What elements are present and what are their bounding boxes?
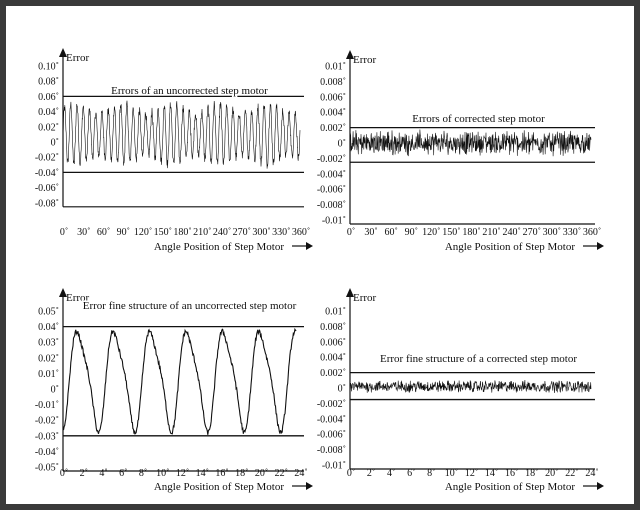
y-tick-label: -0.06˚ — [34, 183, 59, 195]
x-tick-label: 120˚ — [422, 227, 441, 238]
y-axis-label: Error — [66, 52, 90, 64]
y-tick-label: 0.04˚ — [38, 107, 59, 119]
y-tick-label: 0.02˚ — [38, 353, 59, 365]
arrow-right-icon — [597, 242, 604, 250]
x-tick-label: 6˚ — [407, 468, 416, 479]
chart-title: Errors of corrected step motor — [412, 113, 545, 125]
y-tick-label: 0.006˚ — [320, 337, 346, 349]
x-tick-label: 120˚ — [133, 227, 153, 238]
x-tick-label: 16˚ — [215, 468, 229, 479]
y-tick-label: -0.03˚ — [34, 431, 59, 443]
x-tick-label: 270˚ — [232, 227, 251, 238]
y-tick-label: -0.01˚ — [321, 215, 346, 227]
x-tick-label: 210˚ — [193, 227, 212, 238]
figure-frame — [6, 6, 634, 504]
x-tick-label: 12˚ — [464, 468, 479, 479]
series-line-1 — [63, 101, 300, 169]
x-tick-label: 16˚ — [504, 468, 519, 479]
x-tick-label: 8˚ — [427, 468, 436, 479]
x-tick-label: 8˚ — [138, 468, 148, 479]
x-tick-label: 0˚ — [59, 468, 69, 479]
x-tick-label: 300˚ — [252, 227, 271, 238]
y-tick-label: -0.05˚ — [34, 462, 59, 474]
y-tick-label: 0.01˚ — [325, 306, 346, 318]
x-tick-label: 24˚ — [294, 468, 308, 479]
y-tick-label: 0.04˚ — [38, 322, 59, 334]
y-tick-label: -0.002˚ — [316, 398, 346, 410]
arrow-right-icon — [306, 242, 313, 250]
y-tick-label: 0.004˚ — [320, 352, 346, 364]
x-tick-label: 300˚ — [542, 227, 562, 238]
y-tick-label: 0.006˚ — [320, 92, 346, 104]
x-tick-label: 240˚ — [502, 227, 521, 238]
y-tick-label: 0.10˚ — [38, 61, 59, 73]
chart-panel-1 — [35, 48, 313, 253]
y-tick-label: 0.01˚ — [38, 368, 59, 380]
y-tick-label: 0˚ — [337, 138, 346, 150]
x-tick-label: 90˚ — [404, 227, 418, 238]
y-tick-label: -0.04˚ — [34, 167, 59, 179]
y-tick-label: 0˚ — [337, 383, 346, 395]
x-tick-label: 180˚ — [462, 227, 481, 238]
y-tick-label: -0.002˚ — [316, 153, 346, 165]
x-tick-label: 30˚ — [364, 227, 378, 238]
x-axis-label: Angle Position of Step Motor — [153, 241, 284, 253]
x-tick-label: 150˚ — [442, 227, 461, 238]
y-tick-label: -0.008˚ — [316, 200, 346, 212]
x-tick-label: 360˚ — [582, 227, 602, 238]
x-tick-label: 0˚ — [346, 227, 356, 238]
chart-panel-4 — [317, 288, 604, 493]
series-line-1 — [63, 329, 296, 435]
x-axis-label: Angle Position of Step Motor — [444, 241, 575, 253]
x-tick-label: 14˚ — [195, 468, 209, 479]
x-tick-label: 12˚ — [175, 468, 190, 479]
y-tick-label: 0˚ — [50, 384, 59, 396]
x-tick-label: 4˚ — [99, 468, 108, 479]
y-tick-label: -0.02˚ — [34, 415, 59, 427]
y-tick-label: -0.01˚ — [321, 460, 346, 472]
x-tick-label: 24˚ — [585, 468, 599, 479]
x-tick-label: 180˚ — [173, 227, 192, 238]
y-tick-label: -0.006˚ — [316, 184, 346, 196]
x-tick-label: 0˚ — [59, 227, 69, 238]
x-tick-label: 18˚ — [235, 468, 249, 479]
y-tick-label: 0.06˚ — [38, 91, 59, 103]
y-tick-label: 0.03˚ — [38, 337, 59, 349]
y-tick-label: -0.04˚ — [34, 446, 59, 458]
x-tick-label: 10˚ — [444, 468, 459, 479]
y-tick-label: 0.008˚ — [320, 76, 346, 88]
error-charts-figure — [6, 6, 634, 504]
x-tick-label: 2˚ — [79, 468, 88, 479]
chart-title: Errors of an uncorrected step motor — [111, 85, 268, 97]
y-tick-label: -0.006˚ — [316, 429, 346, 441]
y-tick-label: 0.02˚ — [38, 122, 59, 134]
x-tick-label: 20˚ — [545, 468, 559, 479]
y-tick-label: 0.08˚ — [38, 76, 59, 88]
y-tick-label: 0.01˚ — [325, 61, 346, 73]
x-tick-label: 60˚ — [96, 227, 111, 238]
x-tick-label: 150˚ — [153, 227, 172, 238]
x-tick-label: 90˚ — [116, 227, 130, 238]
chart-title: Error fine structure of an uncorrected step motor — [82, 300, 297, 312]
y-tick-label: 0.008˚ — [320, 321, 346, 333]
x-axis-label: Angle Position of Step Motor — [153, 481, 284, 493]
x-tick-label: 60˚ — [384, 227, 398, 238]
x-tick-label: 22˚ — [274, 468, 288, 479]
x-tick-label: 10˚ — [156, 468, 170, 479]
y-tick-label: 0.002˚ — [320, 123, 346, 135]
x-tick-label: 6˚ — [119, 468, 128, 479]
x-tick-label: 270˚ — [522, 227, 541, 238]
x-tick-label: 0˚ — [346, 468, 356, 479]
x-tick-label: 18˚ — [525, 468, 539, 479]
arrow-right-icon — [306, 482, 313, 490]
x-tick-label: 14˚ — [484, 468, 499, 479]
x-tick-label: 30˚ — [77, 227, 91, 238]
x-tick-label: 360˚ — [291, 227, 311, 238]
y-tick-label: -0.004˚ — [316, 169, 346, 181]
x-tick-label: 330˚ — [272, 227, 291, 238]
x-tick-label: 20˚ — [254, 468, 269, 479]
y-axis-label: Error — [353, 54, 377, 66]
x-tick-label: 4˚ — [386, 468, 396, 479]
series-line-1 — [350, 380, 591, 393]
y-tick-label: -0.01˚ — [34, 400, 59, 412]
y-axis-label: Error — [353, 292, 377, 304]
chart-title: Error fine structure of a corrected step motor — [380, 353, 577, 365]
y-tick-label: -0.02˚ — [34, 152, 59, 164]
y-tick-label: -0.004˚ — [316, 414, 346, 426]
series-line-1 — [350, 130, 591, 157]
x-tick-label: 330˚ — [562, 227, 582, 238]
y-tick-label: 0.004˚ — [320, 107, 346, 119]
x-tick-label: 240˚ — [212, 227, 232, 238]
y-tick-label: 0˚ — [50, 137, 59, 149]
y-tick-label: 0.002˚ — [320, 368, 346, 380]
x-tick-label: 22˚ — [565, 468, 579, 479]
y-tick-label: -0.008˚ — [316, 445, 346, 457]
y-axis-label: Error — [66, 292, 90, 304]
arrow-right-icon — [597, 482, 604, 490]
x-axis-label: Angle Position of Step Motor — [444, 481, 575, 493]
x-tick-label: 2˚ — [366, 468, 376, 479]
x-tick-label: 210˚ — [482, 227, 501, 238]
chart-panel-3 — [35, 288, 313, 493]
chart-panel-2 — [317, 50, 604, 253]
y-tick-label: -0.08˚ — [34, 198, 59, 210]
y-tick-label: 0.05˚ — [38, 306, 59, 318]
